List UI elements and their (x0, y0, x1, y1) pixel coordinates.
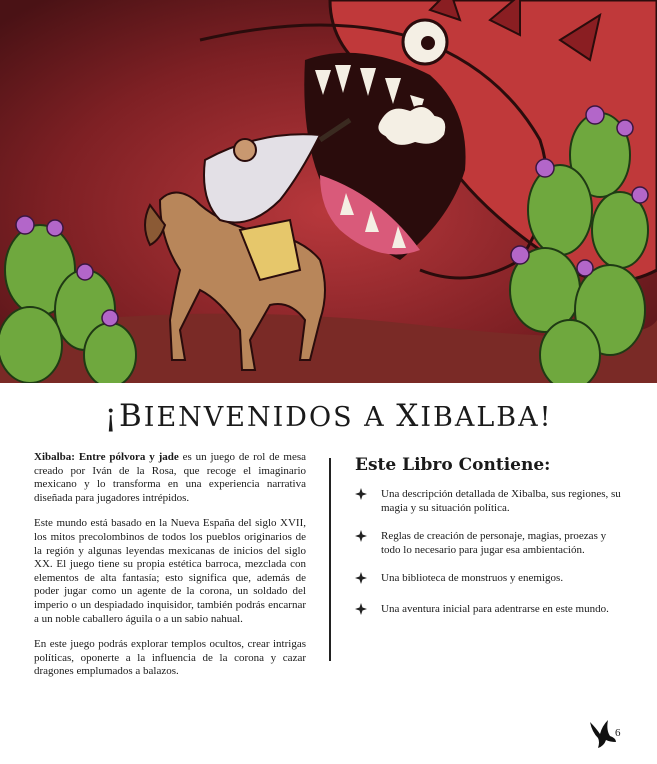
column-divider (329, 458, 331, 661)
list-item (355, 529, 627, 557)
page-title (0, 398, 657, 434)
list-item-text: Reglas de creación de personaje, magias, proezas y todo lo necesario para jugar esa ambientación. (381, 530, 607, 556)
list-item (355, 487, 627, 515)
ornament-bullet-icon (355, 571, 381, 588)
page-number: 6 (615, 727, 621, 739)
ornament-bullet-icon (355, 487, 381, 504)
setting-paragraph: Este mundo está basado en la Nueva España del siglo XVII, los mitos precolombinos de todos los pueblos originarios de la región y algunas leyendas mexicanas de inicios del siglo XX. El juego tiene su propia estética barroca, mezclada con elementos de alta fantasía; esto significa que, además de poder jugar como un agente de la corona, un soldado del imperio o un despiadado inquisidor, también podrás encarnar a un noble caballero águila o a un sabio nahual. (34, 517, 306, 625)
game-name: Xibalba: Entre pólvora y jade (34, 451, 179, 463)
intro-column (34, 451, 306, 691)
list-item-text: Una descripción detallada de Xibalba, sus regiones, su magia y su situación política. (381, 488, 621, 514)
list-item (355, 602, 627, 619)
gameplay-paragraph: En este juego podrás explorar templos ocultos, crear intrigas políticas, oponerte a la influencia de la corona y cazar dragones emplumados a balazos. (34, 638, 306, 678)
intro-paragraph (34, 451, 306, 505)
title-initial-2: X (396, 398, 421, 434)
list-item-text: Una aventura inicial para adentrarse en este mundo. (381, 603, 609, 615)
list-item (355, 571, 627, 588)
ornament-bullet-icon (355, 602, 381, 619)
contents-heading: Este Libro Contiene: (355, 455, 551, 475)
title-part: IENVENIDOS A (143, 402, 397, 433)
eagle-icon (588, 716, 618, 755)
intro-text: es un juego de rol de mesa creado por Iván de la Rosa, que recoge el imaginario mexicano y lo transforma en una experiencia narrativa diseñada para jugadores intrépidos. (34, 451, 306, 504)
contents-list (355, 487, 627, 619)
title-part-2: IBALBA! (420, 402, 553, 433)
ornament-bullet-icon (355, 529, 381, 546)
contents-column (355, 455, 627, 633)
title-initial: ¡B (104, 398, 144, 434)
list-item-text: Una biblioteca de monstruos y enemigos. (381, 572, 564, 584)
